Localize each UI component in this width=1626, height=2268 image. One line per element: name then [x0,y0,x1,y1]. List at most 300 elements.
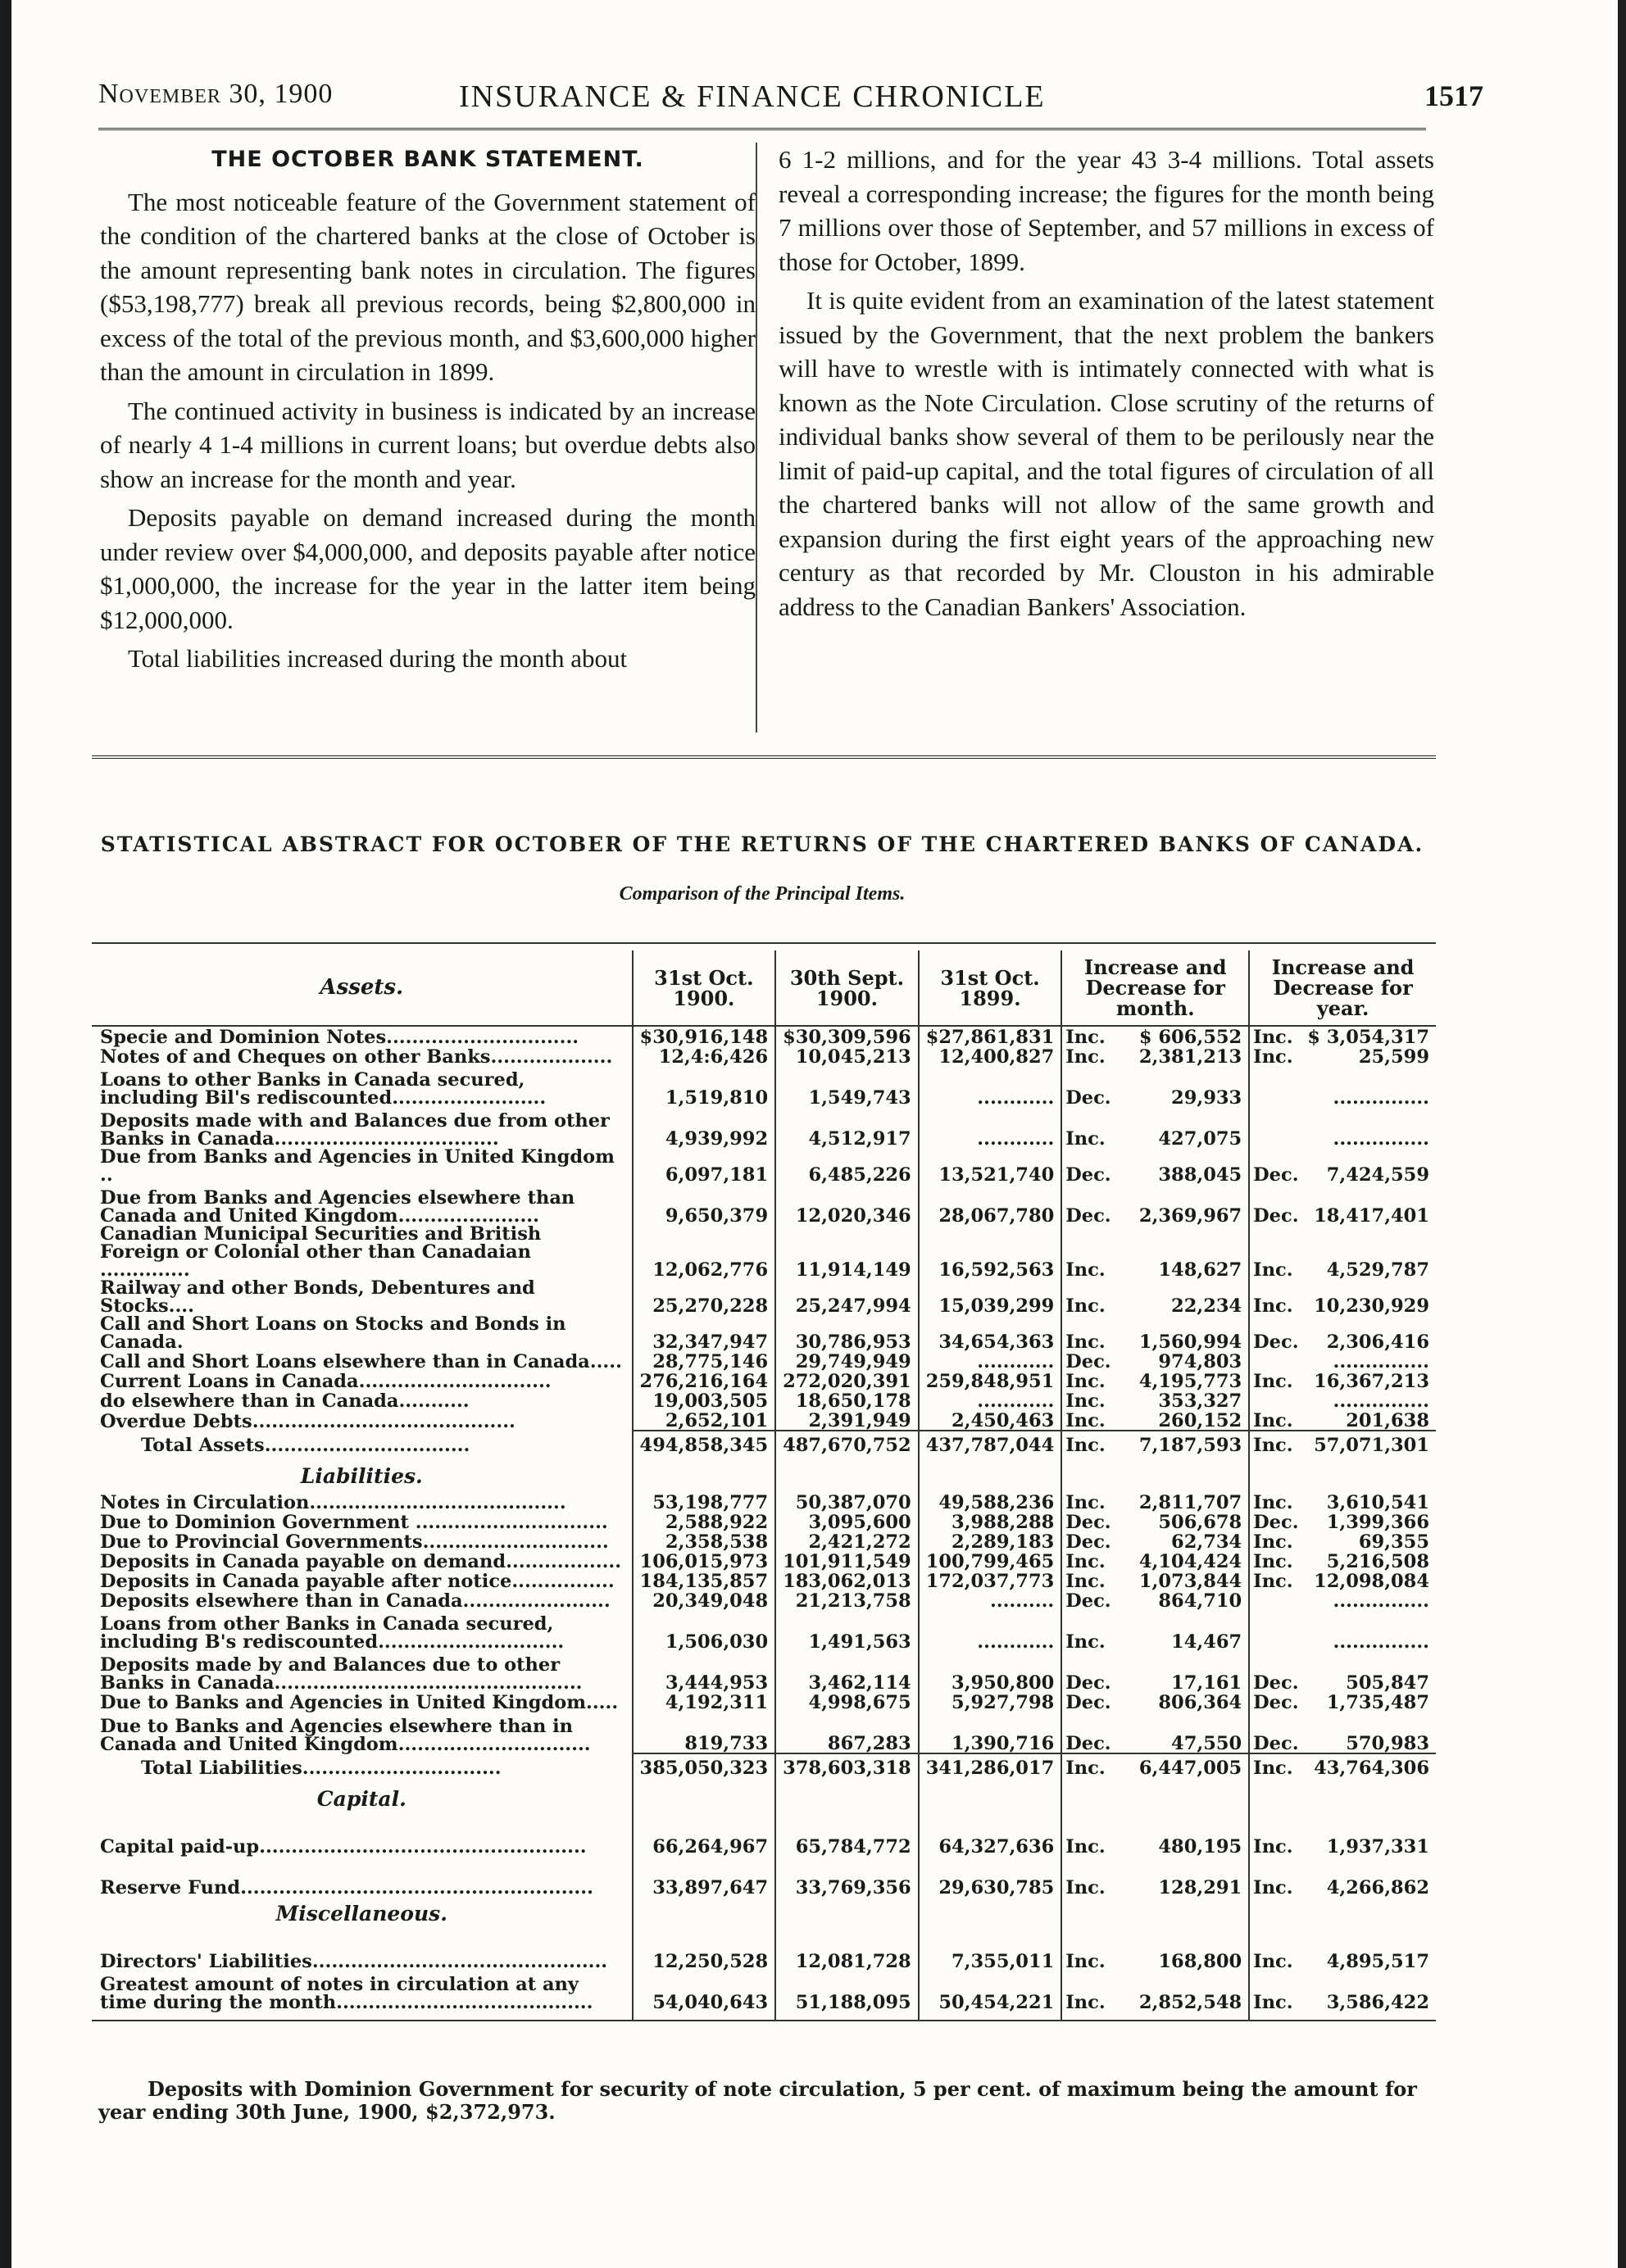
value-oct-1899: ............ [919,1066,1062,1107]
year-direction: Dec. [1249,1184,1298,1225]
liability-row [92,1651,1436,1692]
year-direction: Inc. [1249,1531,1298,1551]
value-sep-1900: 12,081,728 [775,1930,919,1971]
row-label: Call and Short Loans elsewhere than in Canada..... [100,1351,622,1372]
month-direction: Inc. [1061,1225,1110,1279]
year-direction: Dec. [1249,1512,1298,1531]
column-header-oct-1900: 31st Oct. 1900. [633,950,776,1026]
month-change: 480,195 [1158,1836,1242,1857]
year-direction: Dec. [1249,1315,1298,1351]
value-oct-1899: 50,454,221 [919,1971,1062,2021]
value-oct-1900: 9,650,379 [633,1184,776,1225]
row-label: Deposits made by and Balances due to other Banks in Canada................................................ [100,1654,583,1694]
value-oct-1900: 25,270,228 [633,1279,776,1315]
year-change: 18,417,401 [1314,1205,1429,1227]
asset-row [92,1046,1436,1066]
month-change: 1,560,994 [1138,1331,1242,1353]
value-oct-1900: 66,264,967 [633,1815,776,1856]
year-direction: Inc. [1249,1371,1298,1390]
month-direction: Inc. [1061,1026,1110,1046]
liability-row [92,1512,1436,1531]
value-sep-1900: 2,421,272 [775,1531,919,1551]
year-direction: Dec. [1249,1692,1298,1712]
value-oct-1899: 28,067,780 [919,1184,1062,1225]
liability-row [92,1712,1436,1753]
article-column-right [779,143,1434,628]
year-change: 12,098,084 [1314,1571,1429,1592]
column-header-year-change: Increase and Decrease for year. [1249,950,1436,1026]
month-direction: Dec. [1061,1712,1110,1753]
value-sep-1900: 867,283 [775,1712,919,1753]
month-direction: Dec. [1061,1590,1110,1610]
empty-cell [633,1897,776,1930]
footnote: Deposits with Dominion Government for security of note circulation, 5 per cent. of maximum being the amount for year ending 30th June, 1900, $2,372,973. [98,2077,1417,2124]
value-oct-1900: 20,349,048 [633,1590,776,1610]
year-change: ............... [1333,1390,1429,1412]
year-change: 201,638 [1346,1410,1429,1431]
section-capital: Capital. [316,1787,406,1811]
year-change: 4,266,862 [1326,1877,1429,1898]
year-change: 57,071,301 [1299,1431,1436,1459]
value-sep-1900: 10,045,213 [775,1046,919,1066]
empty-cell [775,1897,919,1930]
column-divider [756,143,757,733]
month-change: 806,364 [1158,1692,1242,1713]
total-liabilities-row [92,1753,1436,1782]
value-oct-1900: 12,062,776 [633,1225,776,1279]
month-change: 168,800 [1158,1951,1242,1972]
asset-row [92,1279,1436,1315]
statistical-abstract-table [92,950,1436,2021]
section-capital-row [92,1782,1436,1815]
asset-row [92,1351,1436,1371]
empty-cell [1061,1782,1110,1815]
asset-row [92,1410,1436,1431]
month-direction: Inc. [1061,1431,1110,1459]
year-change: 16,367,213 [1314,1371,1429,1392]
month-change: 29,933 [1171,1087,1242,1109]
row-label: Notes of and Cheques on other Banks................... [100,1046,613,1068]
month-change: 62,734 [1171,1531,1242,1553]
misc-row [92,1971,1436,2021]
month-direction: Dec. [1061,1651,1110,1692]
month-change: $ 606,552 [1138,1027,1242,1048]
value-sep-1900: 1,549,743 [775,1066,919,1107]
value-oct-1899: 172,037,773 [919,1571,1062,1590]
value-sep-1900: 183,062,013 [775,1571,919,1590]
year-direction: Inc. [1249,1410,1298,1431]
asset-row [92,1390,1436,1410]
row-label: do elsewhere than in Canada........... [100,1390,470,1412]
page-number: 1517 [1424,79,1483,112]
year-direction: Inc. [1249,1046,1298,1066]
value-oct-1900: 4,939,992 [633,1107,776,1148]
month-change: 353,327 [1158,1390,1242,1412]
liability-row [92,1571,1436,1590]
row-label: Total Assets................................ [141,1435,470,1456]
row-label: Total Liabilities............................... [141,1758,502,1779]
value-sep-1900: 33,769,356 [775,1856,919,1897]
value-oct-1899: 437,787,044 [919,1431,1062,1459]
value-oct-1900: 2,652,101 [633,1410,776,1431]
year-change: $ 3,054,317 [1307,1027,1429,1048]
section-miscellaneous-row [92,1897,1436,1930]
month-direction: Inc. [1061,1815,1110,1856]
value-oct-1900: 2,358,538 [633,1531,776,1551]
year-change: 3,610,541 [1326,1492,1429,1513]
month-change: 260,152 [1158,1410,1242,1431]
row-label: Deposits elsewhere than in Canada....................... [100,1590,611,1612]
year-direction: Inc. [1249,1856,1298,1897]
year-direction [1249,1351,1298,1371]
year-change: 5,216,508 [1326,1551,1429,1572]
value-oct-1899: $27,861,831 [919,1026,1062,1046]
year-change: 43,764,306 [1299,1753,1436,1782]
value-oct-1900: 54,040,643 [633,1971,776,2021]
year-change: ............... [1333,1087,1429,1109]
row-label: Notes in Circulation........................................ [100,1492,566,1513]
column-header-month-change: Increase and Decrease for month. [1061,950,1249,1026]
value-oct-1899: 12,400,827 [919,1046,1062,1066]
year-change: 1,735,487 [1326,1692,1429,1713]
value-oct-1900: 33,897,647 [633,1856,776,1897]
month-direction: Inc. [1061,1492,1110,1512]
month-direction: Dec. [1061,1148,1110,1184]
year-change: 10,230,929 [1314,1295,1429,1317]
value-oct-1899: 16,592,563 [919,1225,1062,1279]
column-header-assets: Assets. [92,950,633,1026]
year-change: 3,586,422 [1299,1971,1436,2021]
value-sep-1900: $30,309,596 [775,1026,919,1046]
value-sep-1900: 2,391,949 [775,1410,919,1431]
empty-cell [1299,1897,1436,1930]
value-oct-1899: 3,988,288 [919,1512,1062,1531]
row-label: Due to Banks and Agencies elsewhere than in Canada and United Kingdom.............................. [100,1716,591,1755]
empty-cell [1061,1897,1110,1930]
row-label: Specie and Dominion Notes.............................. [100,1027,579,1048]
value-oct-1900: 53,198,777 [633,1492,776,1512]
year-change: 4,895,517 [1326,1951,1429,1972]
row-label: Loans from other Banks in Canada secured, including B's rediscounted............................. [100,1613,565,1653]
year-direction: Inc. [1249,1492,1298,1512]
year-change: 2,306,416 [1326,1331,1429,1353]
month-change: 22,234 [1171,1295,1242,1317]
value-oct-1900: 106,015,973 [633,1551,776,1571]
value-sep-1900: 101,911,549 [775,1551,919,1571]
row-label: Due from Banks and Agencies elsewhere than Canada and United Kingdom...................... [100,1187,575,1227]
year-direction: Inc. [1249,1026,1298,1046]
liability-row [92,1531,1436,1551]
section-liabilities: Liabilities. [300,1464,423,1488]
section-miscellaneous: Miscellaneous. [275,1902,447,1926]
month-direction: Dec. [1061,1066,1110,1107]
month-change: 506,678 [1158,1512,1242,1533]
value-oct-1899: 5,927,798 [919,1692,1062,1712]
empty-cell [1111,1459,1250,1492]
year-direction: Dec. [1249,1712,1298,1753]
value-oct-1899: 34,654,363 [919,1315,1062,1351]
year-direction: Inc. [1249,1971,1298,2021]
column-header-oct-1899: 31st Oct. 1899. [919,950,1062,1026]
month-direction: Inc. [1061,1390,1110,1410]
empty-cell [775,1782,919,1815]
value-sep-1900: 4,998,675 [775,1692,919,1712]
asset-row [92,1107,1436,1148]
empty-cell [775,1459,919,1492]
year-direction [1249,1390,1298,1410]
value-oct-1899: ............ [919,1107,1062,1148]
month-change: 2,369,967 [1138,1205,1242,1227]
year-direction: Inc. [1249,1279,1298,1315]
month-direction: Inc. [1061,1610,1110,1651]
month-change: 6,447,005 [1111,1753,1250,1782]
value-oct-1899: 13,521,740 [919,1148,1062,1184]
month-direction: Dec. [1061,1531,1110,1551]
section-liabilities-row [92,1459,1436,1492]
year-change: 505,847 [1346,1672,1429,1694]
year-direction [1249,1066,1298,1107]
value-oct-1899: 2,450,463 [919,1410,1062,1431]
value-oct-1899: 7,355,011 [919,1930,1062,1971]
month-change: 128,291 [1158,1877,1242,1898]
empty-cell [633,1459,776,1492]
year-change: 1,399,366 [1326,1512,1429,1533]
liability-row [92,1590,1436,1610]
value-oct-1900: 12,4:6,426 [633,1046,776,1066]
value-sep-1900: 50,387,070 [775,1492,919,1512]
year-direction: Inc. [1249,1815,1298,1856]
row-label: Directors' Liabilities.............................................. [100,1951,608,1972]
liability-row [92,1492,1436,1512]
value-sep-1900: 18,650,178 [775,1390,919,1410]
asset-row [92,1184,1436,1225]
month-direction: Inc. [1061,1971,1110,2021]
row-label: Deposits in Canada payable after notice................ [100,1571,615,1592]
year-change: 1,937,331 [1326,1836,1429,1857]
value-oct-1900: 184,135,857 [633,1571,776,1590]
month-change: 427,075 [1158,1128,1242,1150]
month-change: 864,710 [1158,1590,1242,1612]
month-change: 2,811,707 [1138,1492,1242,1513]
table-subtitle: Comparison of the Principal Items. [619,883,906,905]
asset-row [92,1148,1436,1184]
value-oct-1900: 32,347,947 [633,1315,776,1351]
year-direction: Inc. [1249,1225,1298,1279]
year-change: 25,599 [1358,1046,1429,1068]
year-change: ............... [1333,1590,1429,1612]
empty-cell [1249,1782,1298,1815]
table-header-row [92,950,1436,1026]
value-oct-1900: 3,444,953 [633,1651,776,1692]
value-oct-1899: ............ [919,1610,1062,1651]
row-label: Current Loans in Canada.............................. [100,1371,552,1392]
value-sep-1900: 12,020,346 [775,1184,919,1225]
page-edge-right [1618,0,1626,2268]
asset-row [92,1026,1436,1046]
table-top-rule [92,942,1436,944]
month-change: 148,627 [1158,1259,1242,1281]
asset-row [92,1066,1436,1107]
year-direction: Dec. [1249,1148,1298,1184]
year-direction: Inc. [1249,1551,1298,1571]
empty-cell [919,1459,1062,1492]
month-direction: Inc. [1061,1107,1110,1148]
month-direction: Inc. [1061,1371,1110,1390]
empty-cell [1249,1459,1298,1492]
month-direction: Inc. [1061,1551,1110,1571]
article-title: THE OCTOBER BANK STATEMENT. [211,147,644,172]
row-label: Capital paid-up................................................... [100,1836,587,1857]
empty-cell [1111,1782,1250,1815]
month-direction: Inc. [1061,1930,1110,1971]
value-oct-1900: 2,588,922 [633,1512,776,1531]
value-sep-1900: 25,247,994 [775,1279,919,1315]
month-change: 14,467 [1171,1631,1242,1653]
year-change: 4,529,787 [1326,1259,1429,1281]
month-direction: Inc. [1061,1315,1110,1351]
row-label: Railway and other Bonds, Debentures and Stocks.... [100,1277,535,1317]
article-paragraph: Deposits payable on demand increased during the month under review over $4,000,000, and deposits payable after notice $1,000,000, the increase for the year in the latter item being $12,000,000. [100,503,756,634]
value-sep-1900: 487,670,752 [775,1431,919,1459]
issue-date: November 30, 1900 [98,79,334,109]
value-oct-1900: 4,192,311 [633,1692,776,1712]
article-paragraph: The most noticeable feature of the Government statement of the condition of the chartered banks at the close of October is the amount representing bank notes in circulation. The figures ($53,198,777) break all previous records, being $2,800,000 in excess of the total of the previous month, and $3,600,000 higher than the amount in circulation in 1899. [100,187,756,386]
misc-row [92,1930,1436,1971]
asset-row [92,1225,1436,1279]
month-change: 974,803 [1158,1351,1242,1372]
header-rule [98,128,1426,130]
page-edge-left [0,0,11,2268]
empty-cell [1061,1459,1110,1492]
value-oct-1899: 29,630,785 [919,1856,1062,1897]
row-label: Due to Dominion Government .............................. [100,1512,608,1533]
empty-cell [919,1897,1062,1930]
year-direction [1249,1610,1298,1651]
value-sep-1900: 29,749,949 [775,1351,919,1371]
value-oct-1900: 6,097,181 [633,1148,776,1184]
value-sep-1900: 51,188,095 [775,1971,919,2021]
value-sep-1900: 65,784,772 [775,1815,919,1856]
value-oct-1900: 385,050,323 [633,1753,776,1782]
liability-row [92,1610,1436,1651]
empty-cell [1249,1897,1298,1930]
value-oct-1899: 49,588,236 [919,1492,1062,1512]
month-change: 2,381,213 [1138,1046,1242,1068]
value-oct-1899: 2,289,183 [919,1531,1062,1551]
value-oct-1900: 494,858,345 [633,1431,776,1459]
year-direction: Inc. [1249,1930,1298,1971]
value-oct-1900: $30,916,148 [633,1026,776,1046]
value-oct-1899: ............ [919,1351,1062,1371]
value-oct-1900: 819,733 [633,1712,776,1753]
journal-title: INSURANCE & FINANCE CHRONICLE [459,79,1046,114]
month-direction: Inc. [1061,1279,1110,1315]
value-sep-1900: 6,485,226 [775,1148,919,1184]
row-label: Deposits in Canada payable on demand.................. [100,1551,622,1572]
value-oct-1900: 28,775,146 [633,1351,776,1371]
value-sep-1900: 3,095,600 [775,1512,919,1531]
value-sep-1900: 272,020,391 [775,1371,919,1390]
value-sep-1900: 21,213,758 [775,1590,919,1610]
value-oct-1899: 100,799,465 [919,1551,1062,1571]
table-body [92,1026,1436,2021]
value-oct-1899: ............ [919,1390,1062,1410]
month-change: 388,045 [1158,1164,1242,1186]
month-change: 7,187,593 [1111,1431,1250,1459]
year-change: 69,355 [1358,1531,1429,1553]
month-change: 1,073,844 [1138,1571,1242,1592]
value-oct-1900: 1,506,030 [633,1610,776,1651]
value-oct-1900: 276,216,164 [633,1371,776,1390]
row-label: Deposits made with and Balances due from other Banks in Canada................................... [100,1110,610,1150]
article-paragraph: It is quite evident from an examination of the latest statement issued by the Government, that the next problem the bankers will have to wrestle with is intimately connected with what is known as the Note Circulation. Close scrutiny of the returns of individual banks show several of them to be perilously near the limit of paid-up capital, and the total figures of circulation of all the chartered banks will not allow of the same growth and expansion during the first eight years of the approaching new century as that recorded by Mr. Clouston in his admirable address to the Canadian Bankers' Association. [779,286,1434,621]
row-label: Due to Provincial Governments............................. [100,1531,609,1553]
year-direction: Dec. [1249,1651,1298,1692]
empty-cell [1299,1459,1436,1492]
asset-row [92,1315,1436,1351]
month-change: 17,161 [1171,1672,1242,1694]
row-label: Loans to other Banks in Canada secured, including Bil's rediscounted........................ [100,1069,547,1109]
year-change: ............... [1333,1351,1429,1372]
month-direction: Inc. [1061,1856,1110,1897]
value-sep-1900: 30,786,953 [775,1315,919,1351]
year-change: 7,424,559 [1326,1164,1429,1186]
year-direction: Inc. [1249,1431,1298,1459]
empty-cell [633,1782,776,1815]
total-assets-row [92,1431,1436,1459]
month-change: 2,852,548 [1111,1971,1250,2021]
value-oct-1899: .......... [919,1590,1062,1610]
month-direction: Inc. [1061,1410,1110,1431]
empty-cell [1111,1897,1250,1930]
month-direction: Dec. [1061,1184,1110,1225]
value-oct-1899: 3,950,800 [919,1651,1062,1692]
liability-row [92,1692,1436,1712]
month-direction: Inc. [1061,1571,1110,1590]
row-label: Greatest amount of notes in circulation at any time during the month........................................ [92,1971,633,2021]
row-label: Canadian Municipal Securities and British Foreign or Colonial other than Canadaian .............. [100,1223,542,1281]
row-label: Reserve Fund....................................................... [100,1877,593,1898]
row-label: Due from Banks and Agencies in United Kingdom .. [100,1146,615,1186]
year-change: 570,983 [1346,1733,1429,1754]
month-direction: Inc. [1061,1753,1110,1782]
value-oct-1899: 64,327,636 [919,1815,1062,1856]
month-direction: Dec. [1061,1512,1110,1531]
value-oct-1899: 259,848,951 [919,1371,1062,1390]
value-oct-1900: 1,519,810 [633,1066,776,1107]
row-label: Call and Short Loans on Stocks and Bonds in Canada. [100,1313,566,1353]
row-label: Due to Banks and Agencies in United Kingdom..... [100,1692,619,1713]
year-direction [1249,1107,1298,1148]
month-change: 4,195,773 [1138,1371,1242,1392]
empty-cell [919,1782,1062,1815]
value-oct-1900: 19,003,505 [633,1390,776,1410]
capital-row [92,1856,1436,1897]
year-direction: Inc. [1249,1571,1298,1590]
year-direction: Inc. [1249,1753,1298,1782]
asset-row [92,1371,1436,1390]
year-direction [1249,1590,1298,1610]
month-change: 4,104,424 [1138,1551,1242,1572]
value-sep-1900: 11,914,149 [775,1225,919,1279]
article-paragraph: 6 1-2 millions, and for the year 43 3-4 millions. Total assets reveal a corresponding increase; the figures for the month being 7 millions over those of September, and 57 millions in excess of those for October, 1899. [779,145,1434,276]
article-paragraph: The continued activity in business is indicated by an increase of nearly 4 1-4 millions in current loans; but overdue debts also show an increase for the month and year. [100,396,756,493]
article-paragraph: Total liabilities increased during the month about [128,644,628,673]
value-oct-1899: 15,039,299 [919,1279,1062,1315]
capital-row [92,1815,1436,1856]
section-rule [92,755,1436,759]
row-label: Overdue Debts......................................... [100,1411,516,1432]
